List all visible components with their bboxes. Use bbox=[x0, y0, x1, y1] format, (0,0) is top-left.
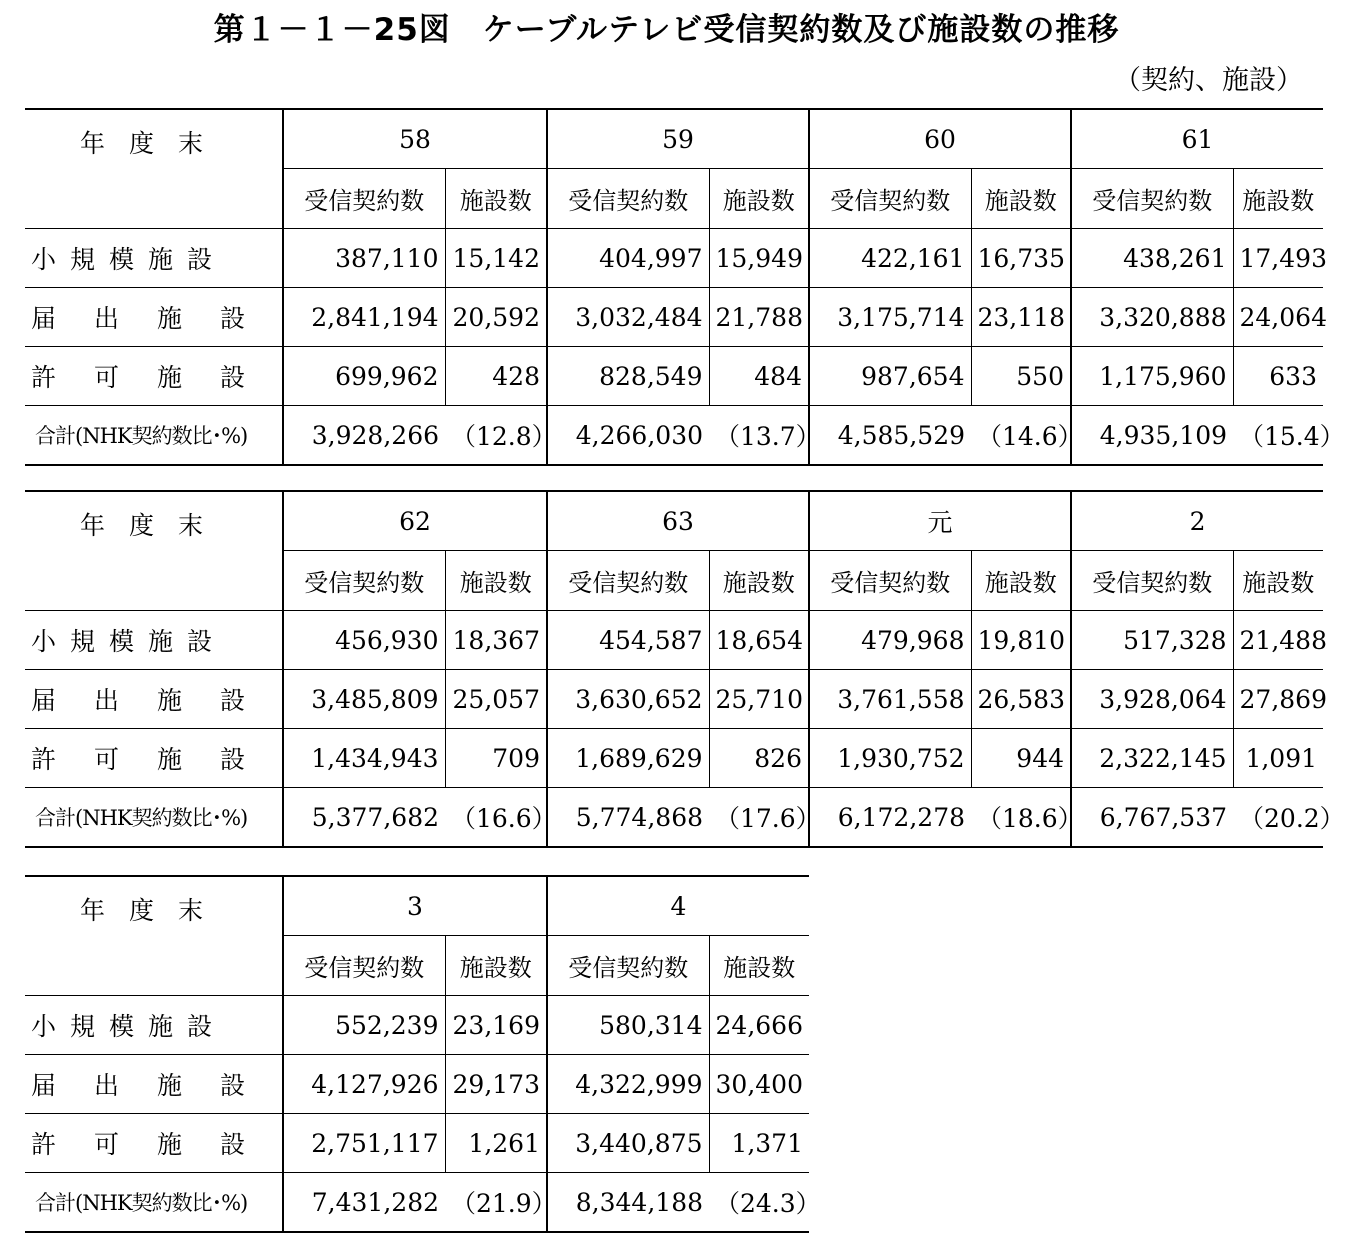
cell-contracts: 2,751,117 bbox=[283, 1114, 445, 1173]
cell-contracts: 3,928,064 bbox=[1071, 670, 1233, 729]
row-label-notified: 届出施設 bbox=[25, 670, 283, 729]
cell-contracts: 3,761,558 bbox=[809, 670, 971, 729]
table-row bbox=[25, 229, 1323, 288]
cell-contracts: 3,032,484 bbox=[547, 288, 709, 347]
cell-facilities: 944 bbox=[971, 729, 1071, 788]
cell-facilities: 21,488 bbox=[1233, 611, 1323, 670]
year-header: 4 bbox=[547, 876, 809, 936]
cell-contracts: 3,320,888 bbox=[1071, 288, 1233, 347]
table-row-total bbox=[25, 406, 1323, 466]
year-header: 60 bbox=[809, 109, 1071, 169]
data-table-block-1 bbox=[25, 108, 1345, 466]
contracts-header: 受信契約数 bbox=[283, 169, 445, 229]
table-row bbox=[25, 670, 1323, 729]
contracts-header: 受信契約数 bbox=[547, 551, 709, 611]
cell-contracts: 438,261 bbox=[1071, 229, 1233, 288]
cell-total: 6,767,537 bbox=[1071, 788, 1233, 848]
cell-contracts: 3,440,875 bbox=[547, 1114, 709, 1173]
cell-total: 8,344,188 bbox=[547, 1173, 709, 1233]
row-label-small: 小規模施設 bbox=[25, 611, 283, 670]
cell-facilities: 826 bbox=[709, 729, 809, 788]
cell-contracts: 387,110 bbox=[283, 229, 445, 288]
table-row bbox=[25, 996, 809, 1055]
contracts-header: 受信契約数 bbox=[1071, 169, 1233, 229]
cell-facilities: 20,592 bbox=[445, 288, 547, 347]
cell-facilities: 19,810 bbox=[971, 611, 1071, 670]
cell-contracts: 3,630,652 bbox=[547, 670, 709, 729]
row-label-small: 小規模施設 bbox=[25, 229, 283, 288]
contracts-header: 受信契約数 bbox=[547, 936, 709, 996]
cell-total: 4,585,529 bbox=[809, 406, 971, 466]
cell-contracts: 1,434,943 bbox=[283, 729, 445, 788]
unit-note: （契約、施設） bbox=[1114, 65, 1303, 96]
cell-total: 4,935,109 bbox=[1071, 406, 1233, 466]
cell-contracts: 699,962 bbox=[283, 347, 445, 406]
cell-contracts: 517,328 bbox=[1071, 611, 1233, 670]
facilities-header: 施設数 bbox=[1233, 169, 1323, 229]
row-label-total: 合計(NHK契約数比･%) bbox=[25, 1173, 283, 1233]
year-header: 2 bbox=[1071, 491, 1323, 551]
cell-facilities: 1,261 bbox=[445, 1114, 547, 1173]
cell-facilities: 1,371 bbox=[709, 1114, 809, 1173]
contracts-header: 受信契約数 bbox=[283, 551, 445, 611]
contracts-header: 受信契約数 bbox=[283, 936, 445, 996]
table-row bbox=[25, 347, 1323, 406]
cell-contracts: 3,175,714 bbox=[809, 288, 971, 347]
cell-contracts: 404,997 bbox=[547, 229, 709, 288]
cell-facilities: 26,583 bbox=[971, 670, 1071, 729]
cell-total: 4,266,030 bbox=[547, 406, 709, 466]
year-end-header: 年度末 bbox=[25, 876, 283, 996]
cell-contracts: 456,930 bbox=[283, 611, 445, 670]
year-header: 61 bbox=[1071, 109, 1323, 169]
facilities-header: 施設数 bbox=[1233, 551, 1323, 611]
cell-total: 7,431,282 bbox=[283, 1173, 445, 1233]
year-header: 58 bbox=[283, 109, 547, 169]
cell-facilities: 17,493 bbox=[1233, 229, 1323, 288]
cell-facilities: 21,788 bbox=[709, 288, 809, 347]
cell-facilities: 18,654 bbox=[709, 611, 809, 670]
table-row bbox=[25, 611, 1323, 670]
cell-contracts: 479,968 bbox=[809, 611, 971, 670]
data-table-block-3 bbox=[25, 875, 821, 1233]
cell-nhk-ratio: （24.3） bbox=[709, 1173, 809, 1233]
year-header: 63 bbox=[547, 491, 809, 551]
cell-contracts: 422,161 bbox=[809, 229, 971, 288]
cell-facilities: 25,710 bbox=[709, 670, 809, 729]
facilities-header: 施設数 bbox=[709, 551, 809, 611]
cell-contracts: 1,689,629 bbox=[547, 729, 709, 788]
row-label-small: 小規模施設 bbox=[25, 996, 283, 1055]
row-label-licensed: 許可施設 bbox=[25, 1114, 283, 1173]
year-end-header: 年度末 bbox=[25, 491, 283, 611]
cell-facilities: 428 bbox=[445, 347, 547, 406]
facilities-header: 施設数 bbox=[971, 169, 1071, 229]
cell-facilities: 27,869 bbox=[1233, 670, 1323, 729]
table-row-total bbox=[25, 788, 1323, 848]
facilities-header: 施設数 bbox=[445, 936, 547, 996]
cell-total: 5,377,682 bbox=[283, 788, 445, 848]
table-row bbox=[25, 1055, 809, 1114]
cell-facilities: 30,400 bbox=[709, 1055, 809, 1114]
cell-total: 5,774,868 bbox=[547, 788, 709, 848]
contracts-header: 受信契約数 bbox=[809, 169, 971, 229]
table-row bbox=[25, 1114, 809, 1173]
facilities-header: 施設数 bbox=[709, 169, 809, 229]
cell-facilities: 24,064 bbox=[1233, 288, 1323, 347]
cell-nhk-ratio: （12.8） bbox=[445, 406, 547, 466]
year-header: 元 bbox=[809, 491, 1071, 551]
year-header: 59 bbox=[547, 109, 809, 169]
row-label-total: 合計(NHK契約数比･%) bbox=[25, 406, 283, 466]
cell-contracts: 828,549 bbox=[547, 347, 709, 406]
cell-contracts: 4,127,926 bbox=[283, 1055, 445, 1114]
cell-facilities: 29,173 bbox=[445, 1055, 547, 1114]
cell-facilities: 16,735 bbox=[971, 229, 1071, 288]
cell-nhk-ratio: （17.6） bbox=[709, 788, 809, 848]
cell-facilities: 550 bbox=[971, 347, 1071, 406]
cell-contracts: 2,322,145 bbox=[1071, 729, 1233, 788]
cell-facilities: 23,118 bbox=[971, 288, 1071, 347]
cell-nhk-ratio: （20.2） bbox=[1233, 788, 1323, 848]
data-table-block-2 bbox=[25, 490, 1345, 848]
cell-nhk-ratio: （15.4） bbox=[1233, 406, 1323, 466]
cell-facilities: 25,057 bbox=[445, 670, 547, 729]
cell-facilities: 15,949 bbox=[709, 229, 809, 288]
cell-facilities: 1,091 bbox=[1233, 729, 1323, 788]
row-label-licensed: 許可施設 bbox=[25, 347, 283, 406]
cell-nhk-ratio: （13.7） bbox=[709, 406, 809, 466]
cell-facilities: 484 bbox=[709, 347, 809, 406]
cell-total: 3,928,266 bbox=[283, 406, 445, 466]
cell-nhk-ratio: （18.6） bbox=[971, 788, 1071, 848]
cell-contracts: 1,930,752 bbox=[809, 729, 971, 788]
cell-contracts: 552,239 bbox=[283, 996, 445, 1055]
cell-facilities: 23,169 bbox=[445, 996, 547, 1055]
contracts-header: 受信契約数 bbox=[1071, 551, 1233, 611]
contracts-header: 受信契約数 bbox=[809, 551, 971, 611]
cell-contracts: 4,322,999 bbox=[547, 1055, 709, 1114]
cell-contracts: 3,485,809 bbox=[283, 670, 445, 729]
facilities-header: 施設数 bbox=[445, 551, 547, 611]
row-label-notified: 届出施設 bbox=[25, 288, 283, 347]
facilities-header: 施設数 bbox=[709, 936, 809, 996]
table-row-total bbox=[25, 1173, 809, 1233]
table-row bbox=[25, 729, 1323, 788]
row-label-notified: 届出施設 bbox=[25, 1055, 283, 1114]
year-end-header: 年度末 bbox=[25, 109, 283, 229]
table-row bbox=[25, 288, 1323, 347]
row-label-licensed: 許可施設 bbox=[25, 729, 283, 788]
cell-contracts: 987,654 bbox=[809, 347, 971, 406]
cell-nhk-ratio: （21.9） bbox=[445, 1173, 547, 1233]
cell-facilities: 15,142 bbox=[445, 229, 547, 288]
contracts-header: 受信契約数 bbox=[547, 169, 709, 229]
cell-nhk-ratio: （16.6） bbox=[445, 788, 547, 848]
cell-contracts: 454,587 bbox=[547, 611, 709, 670]
year-header: 62 bbox=[283, 491, 547, 551]
cell-contracts: 2,841,194 bbox=[283, 288, 445, 347]
cell-facilities: 18,367 bbox=[445, 611, 547, 670]
cell-facilities: 633 bbox=[1233, 347, 1323, 406]
cell-nhk-ratio: （14.6） bbox=[971, 406, 1071, 466]
cell-contracts: 580,314 bbox=[547, 996, 709, 1055]
cell-facilities: 24,666 bbox=[709, 996, 809, 1055]
facilities-header: 施設数 bbox=[971, 551, 1071, 611]
row-label-total: 合計(NHK契約数比･%) bbox=[25, 788, 283, 848]
facilities-header: 施設数 bbox=[445, 169, 547, 229]
cell-contracts: 1,175,960 bbox=[1071, 347, 1233, 406]
cell-facilities: 709 bbox=[445, 729, 547, 788]
cell-total: 6,172,278 bbox=[809, 788, 971, 848]
year-header: 3 bbox=[283, 876, 547, 936]
figure-title: 第１－１－25図 ケーブルテレビ受信契約数及び施設数の推移 bbox=[213, 12, 1120, 48]
